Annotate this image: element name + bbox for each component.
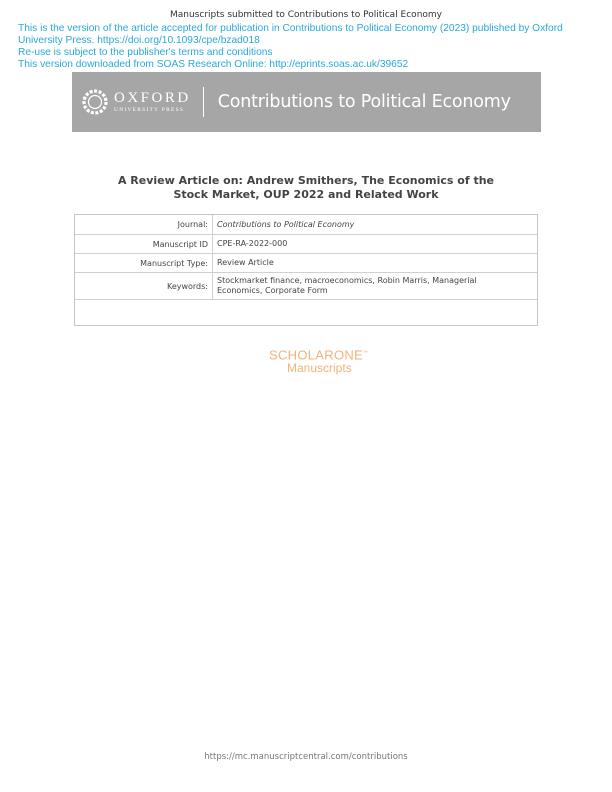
trademark-symbol: ™: [363, 350, 369, 356]
scholarone-logo: [269, 346, 379, 375]
table-row: [75, 215, 537, 235]
table-row: [75, 254, 537, 273]
keywords-line-1: Stockmarket finance, macroeconomics, Robin Marris, Managerial: [217, 276, 477, 285]
publication-notice: [18, 23, 598, 71]
footer-url[interactable]: https://mc.manuscriptcentral.com/contributions: [204, 752, 408, 762]
scholarone-wordmark: SCHOLARONE: [269, 347, 364, 363]
keywords-value: [213, 273, 537, 299]
oxford-ring-icon: [81, 88, 109, 116]
manuscript-id-value: CPE-RA-2022-000: [217, 239, 288, 248]
notice-line-2: University Press. https://doi.org/10.1093/cpe/bzad018: [18, 35, 260, 46]
journal-value: Contributions to Political Economy: [217, 219, 355, 229]
running-head: Manuscripts submitted to Contributions to Political Economy: [170, 10, 442, 20]
table-row: [75, 235, 537, 254]
notice-line-4: This version downloaded from SOAS Research Online: http://eprints.soas.ac.uk/39652: [18, 59, 409, 70]
banner-divider: [203, 87, 204, 117]
table-row: [75, 273, 537, 300]
article-title: [80, 174, 532, 202]
keywords-line-2: Economics, Corporate Form: [217, 286, 328, 295]
publisher-name: OXFORD: [114, 89, 191, 106]
notice-line-3: Re-use is subject to the publisher's terms and conditions: [18, 47, 273, 58]
journal-banner: [72, 72, 541, 132]
manuscript-type-label: Manuscript Type:: [75, 254, 213, 272]
oxford-logo: [81, 88, 191, 116]
notice-line-1: This is the version of the article accepted for publication in Contributions to Political Economy (2023) published by Oxford: [18, 23, 563, 34]
publisher-sub: UNIVERSITY PRESS: [114, 106, 185, 113]
article-title-line-2: Stock Market, OUP 2022 and Related Work: [173, 188, 439, 201]
journal-title: Contributions to Political Economy: [217, 92, 511, 112]
manuscript-id-label: Manuscript ID: [75, 235, 213, 253]
scholarone-manuscripts: Manuscripts: [287, 361, 352, 376]
table-blank-row: [75, 300, 537, 325]
article-title-line-1: A Review Article on: Andrew Smithers, The Economics of the: [117, 174, 495, 187]
manuscript-metadata-table: [74, 214, 538, 326]
keywords-label: Keywords:: [75, 273, 213, 299]
journal-label: Journal:: [75, 215, 213, 234]
manuscript-type-value: Review Article: [217, 258, 274, 267]
